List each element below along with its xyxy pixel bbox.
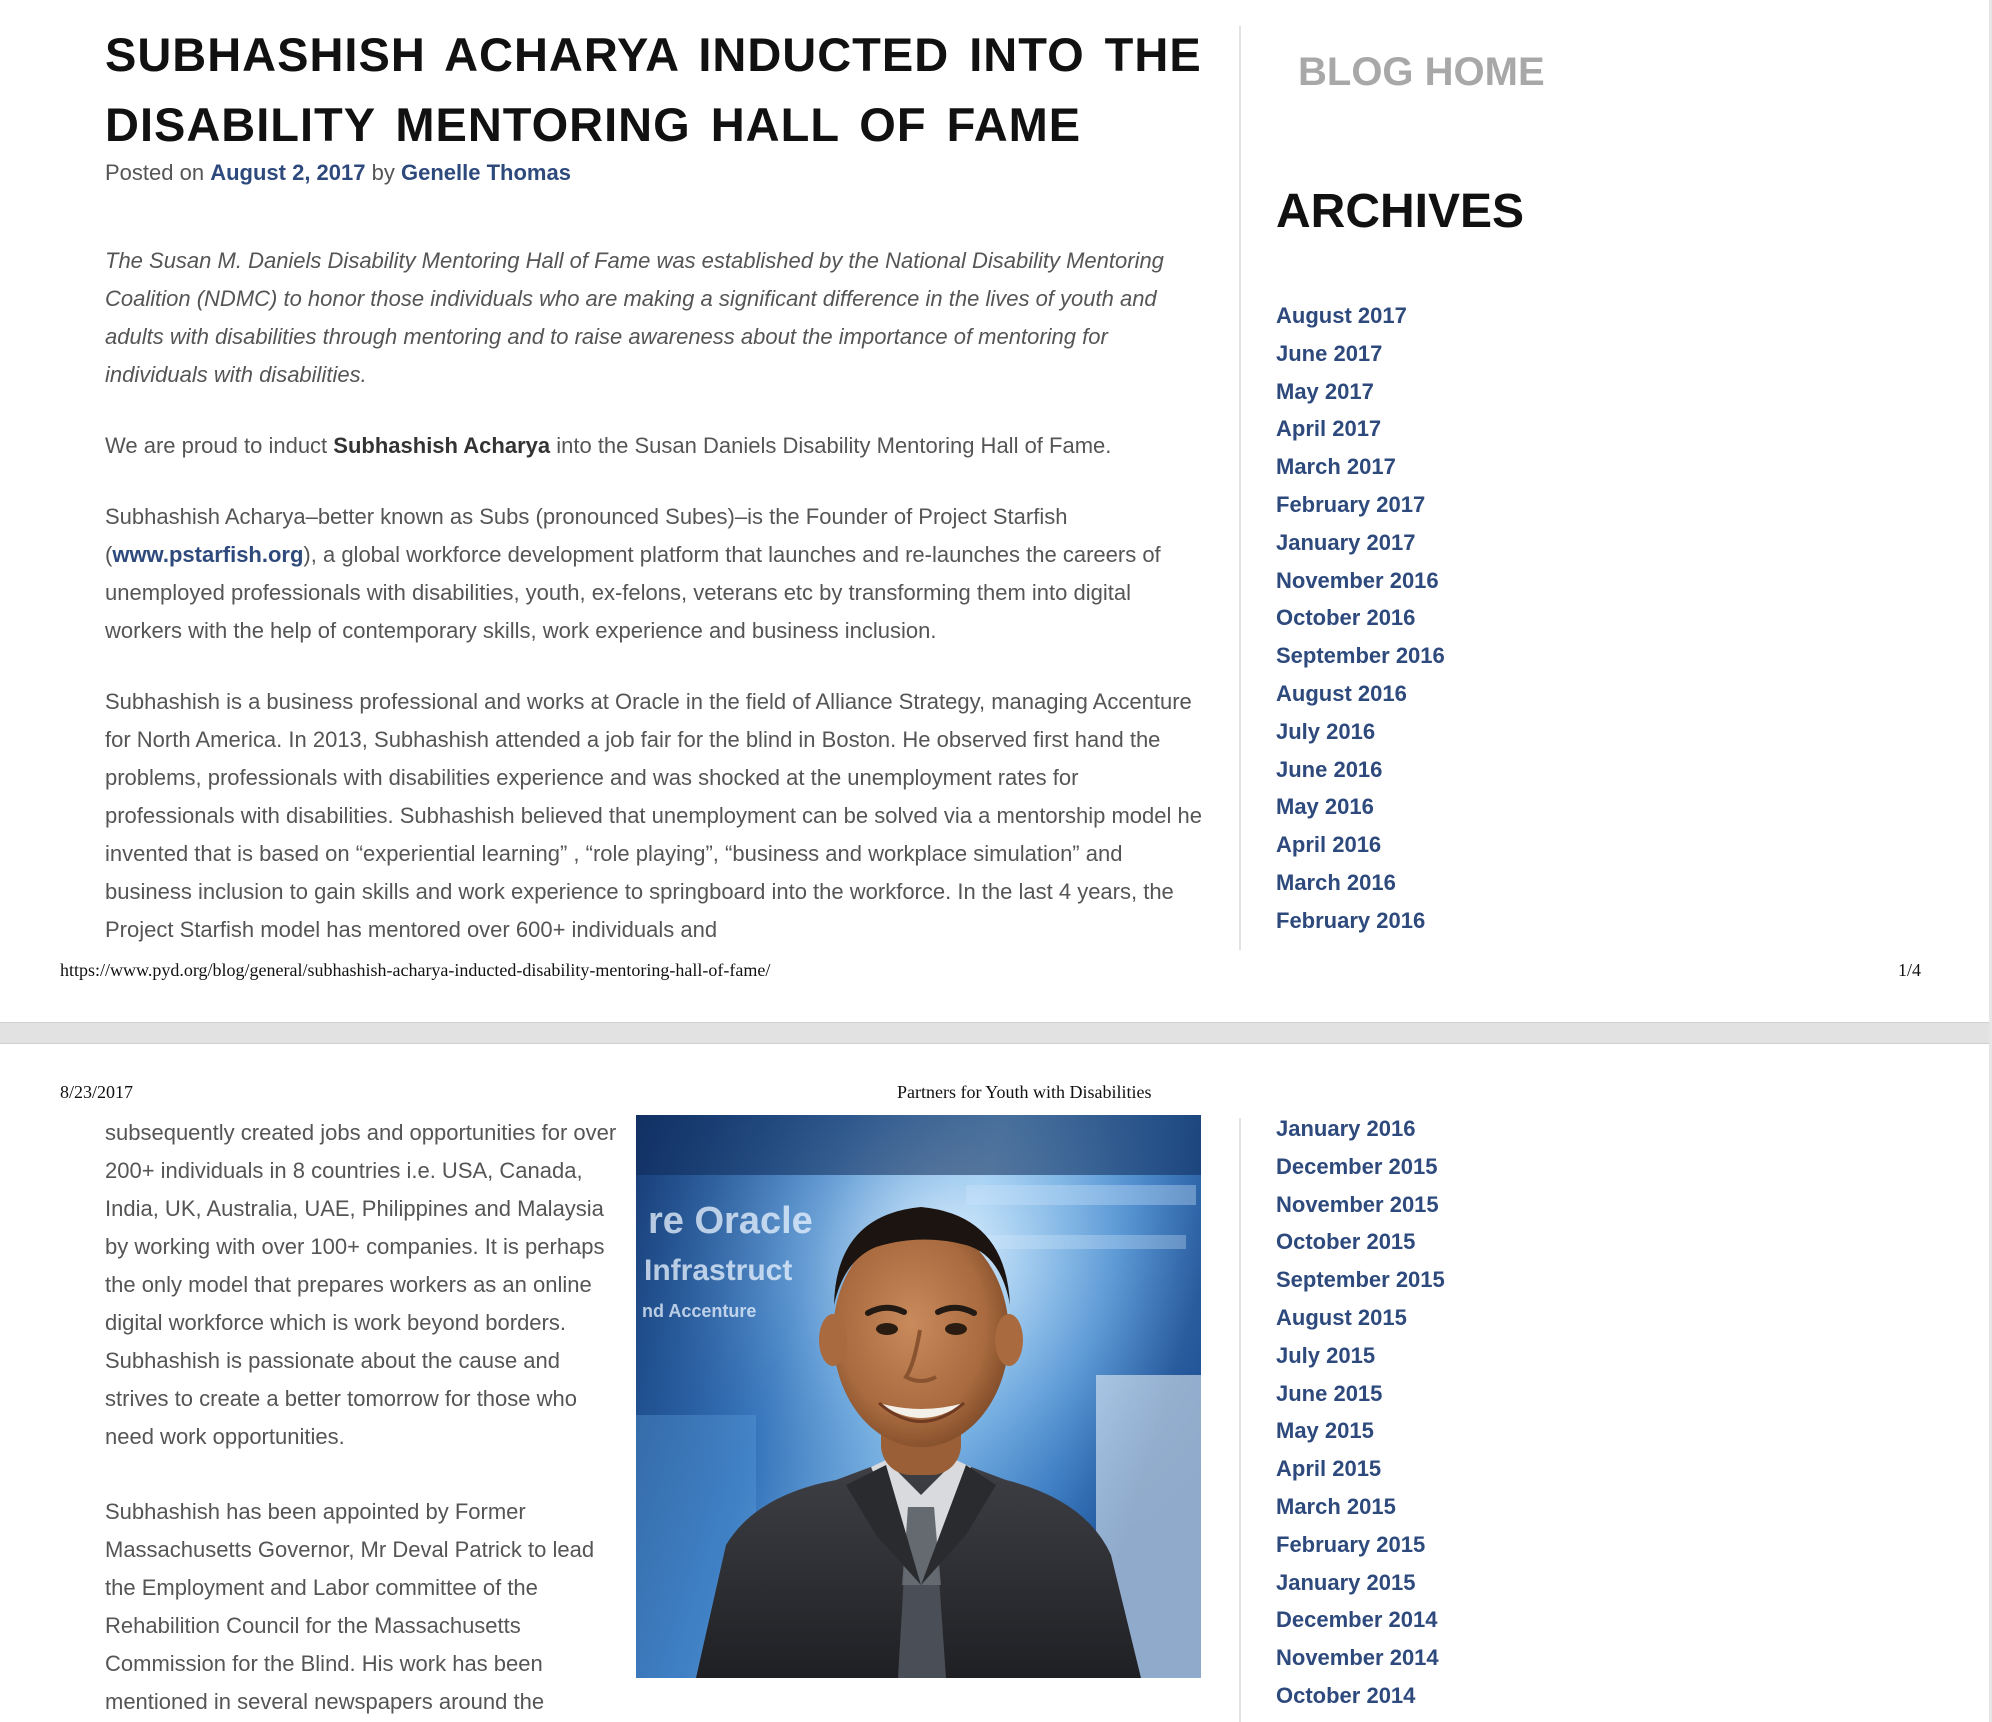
archive-link-january-2015[interactable]: January 2015	[1276, 1569, 1416, 1595]
archive-link-january-2016[interactable]: January 2016	[1276, 1116, 1416, 1141]
archive-link-may-2017[interactable]: May 2017	[1276, 378, 1374, 404]
archive-link-october-2014[interactable]: October 2014	[1276, 1682, 1416, 1708]
archive-link-november-2016[interactable]: November 2016	[1276, 567, 1439, 593]
archive-link-july-2016[interactable]: July 2016	[1276, 718, 1376, 744]
archive-link-september-2015[interactable]: September 2015	[1276, 1267, 1445, 1293]
archive-link-march-2016[interactable]: March 2016	[1276, 869, 1396, 895]
founder-paragraph	[105, 498, 1205, 650]
post-title-line-1: SUBHASHISH ACHARYA INDUCTED INTO THE	[105, 28, 1202, 81]
oracle-paragraph: Subhashish is a business professional and works at Oracle in the field of Alliance Strategy, managing Accenture for North America. In 2013, Subhashish attended a job fair for the blind in Boston. He observed first hand the problems, professionals with disabilities experience and was shocked at the unemployment rates for professionals with disabilities. Subhashish believed that unemployment can be solved via a mentorship model he invented that is based on “experiential learning” , “role playing”, “business and workplace simulation” and business inclusion to gain skills and work experience to springboard into the workforce. In the last 4 years, the Project Starfish model has mentored over 600+ individuals and	[105, 689, 1202, 942]
post-title-line-2: DISABILITY MENTORING HALL OF FAME	[105, 98, 1082, 151]
photo-backdrop-line-3: nd Accenture	[642, 1301, 757, 1321]
appointed-paragraph: Subhashish has been appointed by Former Massachusetts Governor, Mr Deval Patrick to lead the Employment and Labor committee of the Rehabilition Council for the Massachusetts Commission for the Blind. His work has been mentioned in several newspapers around the	[105, 1499, 595, 1714]
archive-link-july-2015[interactable]: July 2015	[1276, 1342, 1376, 1368]
by-label: by	[371, 160, 395, 185]
induct-text-after: into the Susan Daniels Disability Mentoring Hall of Fame.	[556, 433, 1112, 458]
print-header-site: Partners for Youth with Disabilities	[897, 1082, 1152, 1102]
print-page-number: 1/4	[1898, 960, 1922, 980]
archive-link-august-2015[interactable]: August 2015	[1276, 1304, 1407, 1330]
page-gap	[0, 1022, 1992, 1044]
archive-link-september-2016[interactable]: September 2016	[1276, 643, 1445, 669]
founder-text-before: Subhashish Acharya–better known as Subs (pronounced Subes)–is the Founder of Project Starfish (	[105, 504, 1068, 567]
archive-link-april-2016[interactable]: April 2016	[1276, 832, 1382, 858]
archive-link-february-2015[interactable]: February 2015	[1276, 1531, 1426, 1557]
archive-link-march-2015[interactable]: March 2015	[1276, 1493, 1396, 1519]
induct-paragraph	[105, 427, 1205, 465]
archive-link-october-2016[interactable]: October 2016	[1276, 605, 1416, 631]
archive-link-january-2017[interactable]: January 2017	[1276, 529, 1416, 555]
archive-link-june-2016[interactable]: June 2016	[1276, 756, 1383, 782]
pstarfish-link[interactable]: www.pstarfish.org	[112, 542, 304, 567]
archive-link-february-2016[interactable]: February 2016	[1276, 907, 1426, 933]
archive-link-april-2017[interactable]: April 2017	[1276, 416, 1382, 442]
archive-link-march-2017[interactable]: March 2017	[1276, 454, 1396, 480]
post-title	[105, 20, 1205, 160]
blog-home-link[interactable]: BLOG HOME	[1298, 50, 1545, 94]
post-meta	[105, 160, 571, 186]
continued-paragraph: subsequently created jobs and opportunities for over 200+ individuals in 8 countries i.e. USA, Canada, India, UK, Australia, UAE, Philippines and Malaysia by working with over 100+ companies. It is perhaps the only model that prepares workers as an online digital workforce which is work beyond borders. Subhashish is passionate about the cause and strives to create a better tomorrow for those who need work opportunities.	[105, 1120, 617, 1449]
archives-heading: ARCHIVES	[1276, 185, 1525, 238]
post-date-link[interactable]: August 2, 2017	[210, 160, 366, 185]
archive-link-october-2015[interactable]: October 2015	[1276, 1229, 1416, 1255]
posted-on-label: Posted on	[105, 160, 205, 185]
photo-backdrop-line-2: Infrastruct	[644, 1254, 793, 1287]
archive-link-november-2014[interactable]: November 2014	[1276, 1645, 1439, 1671]
subhashish-portrait-photo	[636, 1115, 1201, 1678]
archive-link-december-2014[interactable]: December 2014	[1276, 1607, 1438, 1633]
archive-link-june-2015[interactable]: June 2015	[1276, 1380, 1383, 1406]
archive-link-april-2015[interactable]: April 2015	[1276, 1456, 1382, 1482]
archive-link-may-2015[interactable]: May 2015	[1276, 1418, 1374, 1444]
archive-link-february-2017[interactable]: February 2017	[1276, 491, 1426, 517]
print-header-date: 8/23/2017	[60, 1082, 134, 1102]
sidebar-divider	[1239, 1118, 1241, 1722]
archives-list	[1276, 297, 1445, 940]
sidebar-divider	[1239, 26, 1241, 950]
photo-backdrop-line-1: re Oracle	[648, 1200, 813, 1242]
pdf-page-2	[0, 1044, 1992, 1722]
archive-link-november-2015[interactable]: November 2015	[1276, 1191, 1439, 1217]
intro-paragraph: The Susan M. Daniels Disability Mentoring Hall of Fame was established by the National Disability Mentoring Coalition (NDMC) to honor those individuals who are making a significant difference in the lives of youth and adults with disabilities through mentoring and to raise awareness about the importance of mentoring for individuals with disabilities.	[105, 248, 1164, 387]
archive-link-may-2016[interactable]: May 2016	[1276, 794, 1374, 820]
induct-text-before: We are proud to induct	[105, 433, 328, 458]
author-link[interactable]: Genelle Thomas	[400, 160, 571, 185]
inductee-name: Subhashish Acharya	[333, 433, 551, 458]
founder-text-after: ), a global workforce development platform that launches and re-launches the careers of unemployed professionals with disabilities, youth, ex-felons, veterans etc by transforming them into digital workers with the help of contemporary skills, work experience and business inclusion.	[105, 542, 1161, 643]
print-footer-url: https://www.pyd.org/blog/general/subhashish-acharya-inducted-disability-mentoring-hall-of-fame/	[60, 960, 771, 980]
archive-link-december-2015[interactable]: December 2015	[1276, 1153, 1438, 1179]
archives-list-continued	[1276, 1110, 1445, 1715]
archive-link-june-2017[interactable]: June 2017	[1276, 340, 1383, 366]
archive-link-august-2017[interactable]: August 2017	[1276, 303, 1407, 328]
archive-link-august-2016[interactable]: August 2016	[1276, 680, 1407, 706]
